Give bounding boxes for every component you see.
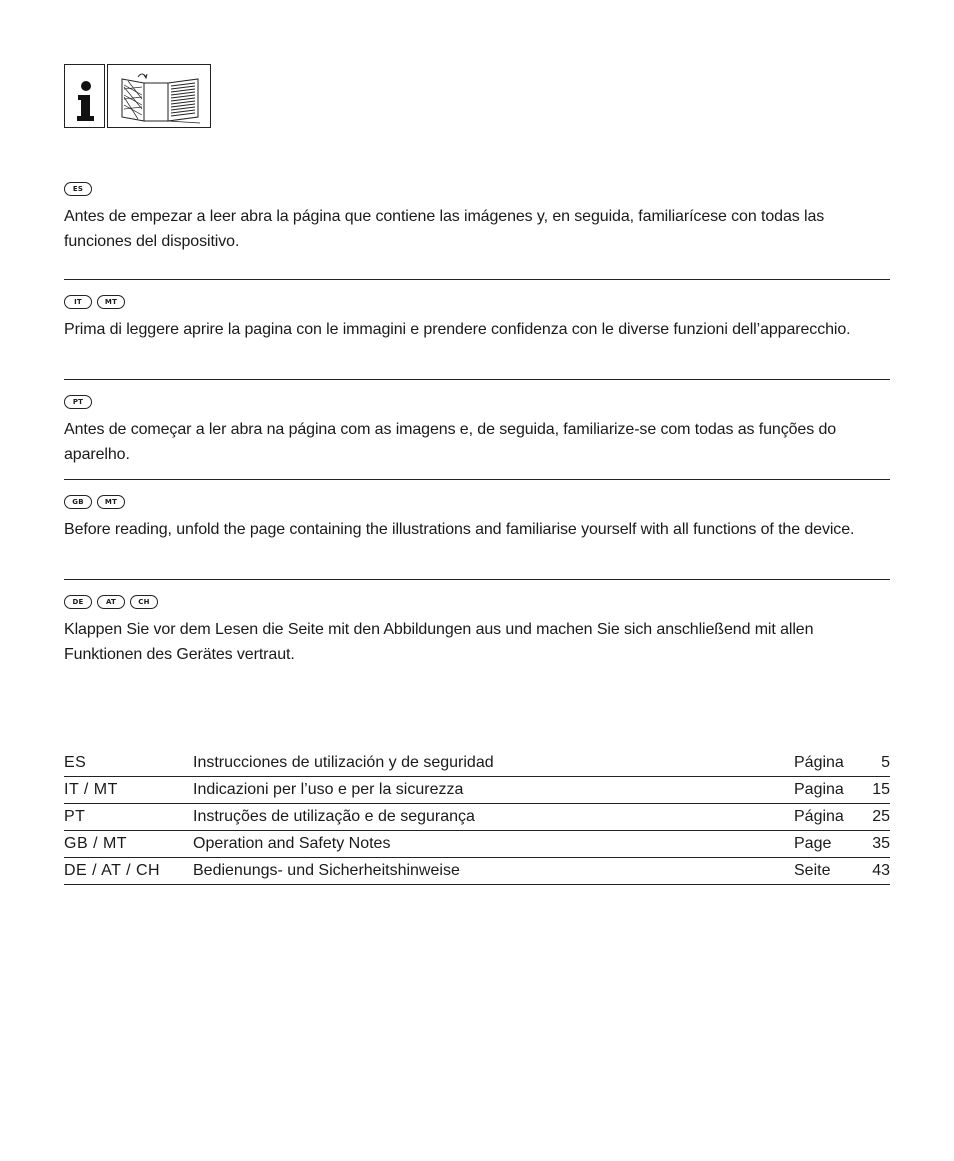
country-badges bbox=[64, 495, 890, 509]
section-text: Antes de empezar a leer abra la página que contiene las imágenes y, en seguida, familiarícese con todas las funciones del dispositivo. bbox=[64, 208, 825, 250]
toc-title: Instruções de utilização e de segurança bbox=[193, 808, 475, 825]
toc-page-label: Página bbox=[794, 754, 844, 771]
country-badge: CH bbox=[130, 595, 158, 609]
toc-row-de[interactable] bbox=[64, 858, 890, 885]
toc-language-code: IT / MT bbox=[64, 781, 118, 798]
toc-page-number: 43 bbox=[872, 862, 890, 879]
toc-title: Bedienungs- und Sicherheitshinweise bbox=[193, 862, 460, 879]
toc-page-number: 5 bbox=[881, 754, 890, 771]
section-es bbox=[64, 180, 890, 280]
country-badge: PT bbox=[64, 395, 92, 409]
section-text: Before reading, unfold the page containing the illustrations and familiarise yourself with all functions of the device. bbox=[64, 521, 855, 538]
section-text: Antes de começar a ler abra na página com as imagens e, de seguida, familiarize-se com todas as funções do aparelho. bbox=[64, 421, 837, 463]
toc-title: Operation and Safety Notes bbox=[193, 835, 391, 852]
country-badges bbox=[64, 395, 890, 409]
toc-page-label: Pagina bbox=[794, 781, 844, 798]
toc-page-label: Page bbox=[794, 835, 832, 852]
section-text: Klappen Sie vor dem Lesen die Seite mit den Abbildungen aus und machen Sie sich anschließend mit allen Funktionen des Gerätes vertraut. bbox=[64, 621, 814, 663]
toc-page-number: 35 bbox=[872, 835, 890, 852]
toc-language-code: ES bbox=[64, 754, 87, 771]
info-icon bbox=[64, 64, 105, 128]
toc-language-code: GB / MT bbox=[64, 835, 128, 852]
country-badge: GB bbox=[64, 495, 92, 509]
toc-language-code: PT bbox=[64, 808, 86, 825]
toc-page-label: Seite bbox=[794, 862, 831, 879]
toc-page-number: 15 bbox=[872, 781, 890, 798]
toc-page-number: 25 bbox=[872, 808, 890, 825]
section-text: Prima di leggere aprire la pagina con le immagini e prendere confidenza con le diverse funzioni dell’apparecchio. bbox=[64, 321, 851, 338]
section-pt bbox=[64, 380, 890, 480]
country-badge: ES bbox=[64, 182, 92, 196]
toc-row-pt[interactable] bbox=[64, 804, 890, 831]
country-badges bbox=[64, 182, 890, 196]
toc-title: Indicazioni per l’uso e per la sicurezza bbox=[193, 781, 464, 798]
info-icon-block bbox=[64, 64, 211, 130]
table-of-contents bbox=[64, 750, 890, 885]
toc-row-gb[interactable] bbox=[64, 831, 890, 858]
toc-title: Instrucciones de utilización y de seguridad bbox=[193, 754, 494, 771]
language-sections bbox=[64, 180, 890, 680]
toc-language-code: DE / AT / CH bbox=[64, 862, 161, 879]
section-de bbox=[64, 580, 890, 680]
country-badge: DE bbox=[64, 595, 92, 609]
toc-page-label: Página bbox=[794, 808, 844, 825]
section-gb bbox=[64, 480, 890, 580]
country-badge: AT bbox=[97, 595, 125, 609]
country-badge: IT bbox=[64, 295, 92, 309]
country-badge: MT bbox=[97, 495, 125, 509]
toc-row-es[interactable] bbox=[64, 750, 890, 777]
country-badge: MT bbox=[97, 295, 125, 309]
country-badges bbox=[64, 595, 890, 609]
toc-row-it[interactable] bbox=[64, 777, 890, 804]
section-it bbox=[64, 280, 890, 380]
unfold-page-icon bbox=[107, 64, 211, 128]
country-badges bbox=[64, 295, 890, 309]
